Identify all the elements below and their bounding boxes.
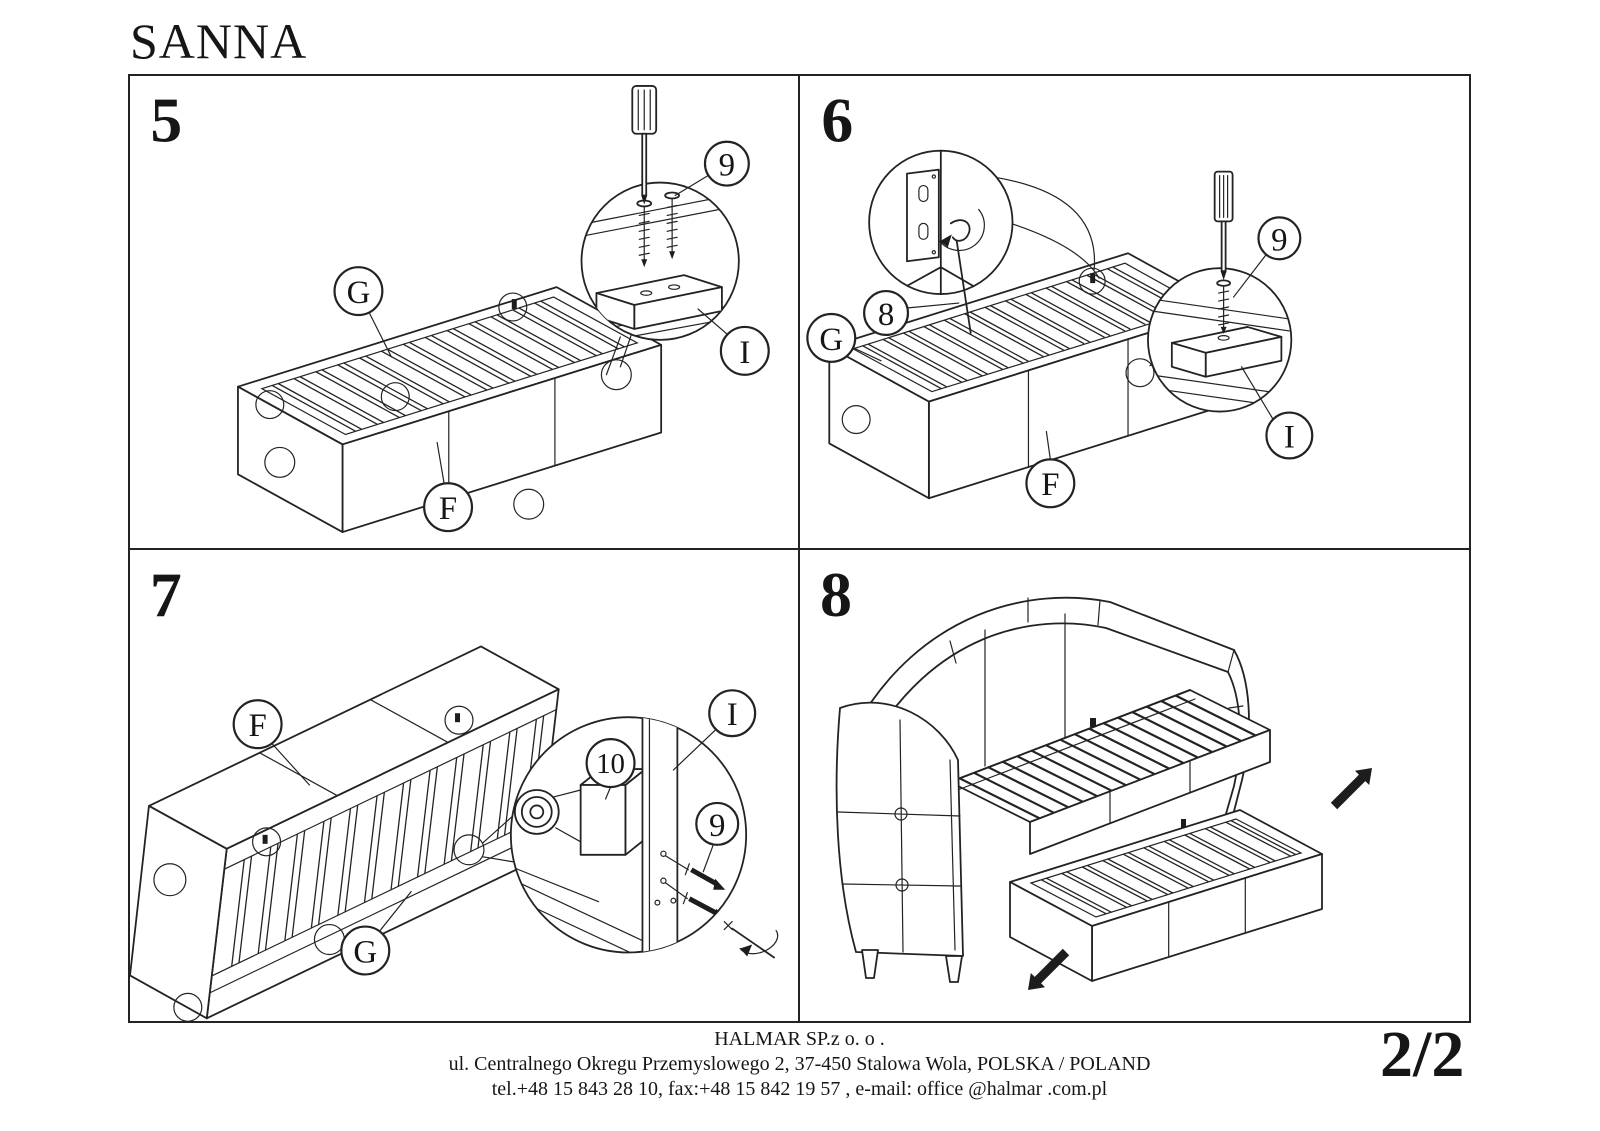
panel-step-7	[130, 550, 800, 1021]
lock-plate	[907, 170, 939, 262]
svg-text:G: G	[819, 321, 844, 358]
company-name: HALMAR SP.z o. o .	[714, 1028, 885, 1050]
bed-frame-side-drawing	[130, 646, 559, 1021]
svg-text:9: 9	[718, 147, 736, 184]
panel-step-5	[130, 76, 800, 550]
svg-text:I: I	[739, 334, 751, 371]
svg-text:F: F	[1041, 467, 1060, 504]
company-address: ul. Centralnego Okregu Przemyslowego 2, 37-450 Stalowa Wola, POLSKA / POLAND	[448, 1053, 1151, 1075]
svg-text:G: G	[353, 934, 378, 971]
latch-mark	[1090, 718, 1096, 727]
footer	[128, 1027, 1471, 1102]
svg-text:9: 9	[709, 807, 726, 844]
svg-text:I: I	[1283, 419, 1295, 456]
step-5-figure	[130, 76, 798, 548]
document-title: SANNA	[130, 13, 308, 69]
corner-post	[642, 710, 677, 959]
latch-mark	[1181, 819, 1186, 828]
latch-mark	[512, 299, 517, 309]
step-7-figure	[130, 550, 798, 1021]
page-number: 2/2	[1380, 1018, 1465, 1091]
step-number: 7	[149, 559, 182, 631]
screwdriver-icon	[724, 922, 777, 958]
step-number: 6	[821, 84, 854, 156]
svg-text:G: G	[346, 275, 371, 312]
svg-text:10: 10	[596, 748, 626, 781]
svg-text:F: F	[248, 708, 267, 745]
step-number: 5	[150, 84, 183, 156]
step-6-figure	[800, 76, 1469, 548]
instruction-grid	[128, 74, 1471, 1023]
panel-step-6	[800, 76, 1469, 550]
svg-text:9: 9	[1271, 222, 1288, 259]
latch-mark	[455, 713, 460, 722]
step-number: 8	[820, 559, 852, 630]
latch-mark	[263, 835, 268, 844]
screwdriver-icon	[1215, 172, 1233, 281]
left-arm	[837, 703, 963, 956]
svg-text:F: F	[438, 491, 458, 528]
panel-step-8	[800, 550, 1469, 1021]
svg-text:I: I	[726, 697, 738, 734]
pull-out-arrow	[1331, 768, 1372, 809]
step-8-figure	[800, 550, 1469, 1021]
svg-text:8: 8	[877, 296, 895, 333]
latch-mark	[1090, 273, 1095, 283]
callout-i	[698, 309, 769, 375]
daybed-drawing	[837, 598, 1372, 990]
company-contact: tel.+48 15 843 28 10, fax:+48 15 842 19 57 , e-mail: office @halmar .com.pl	[491, 1078, 1108, 1100]
